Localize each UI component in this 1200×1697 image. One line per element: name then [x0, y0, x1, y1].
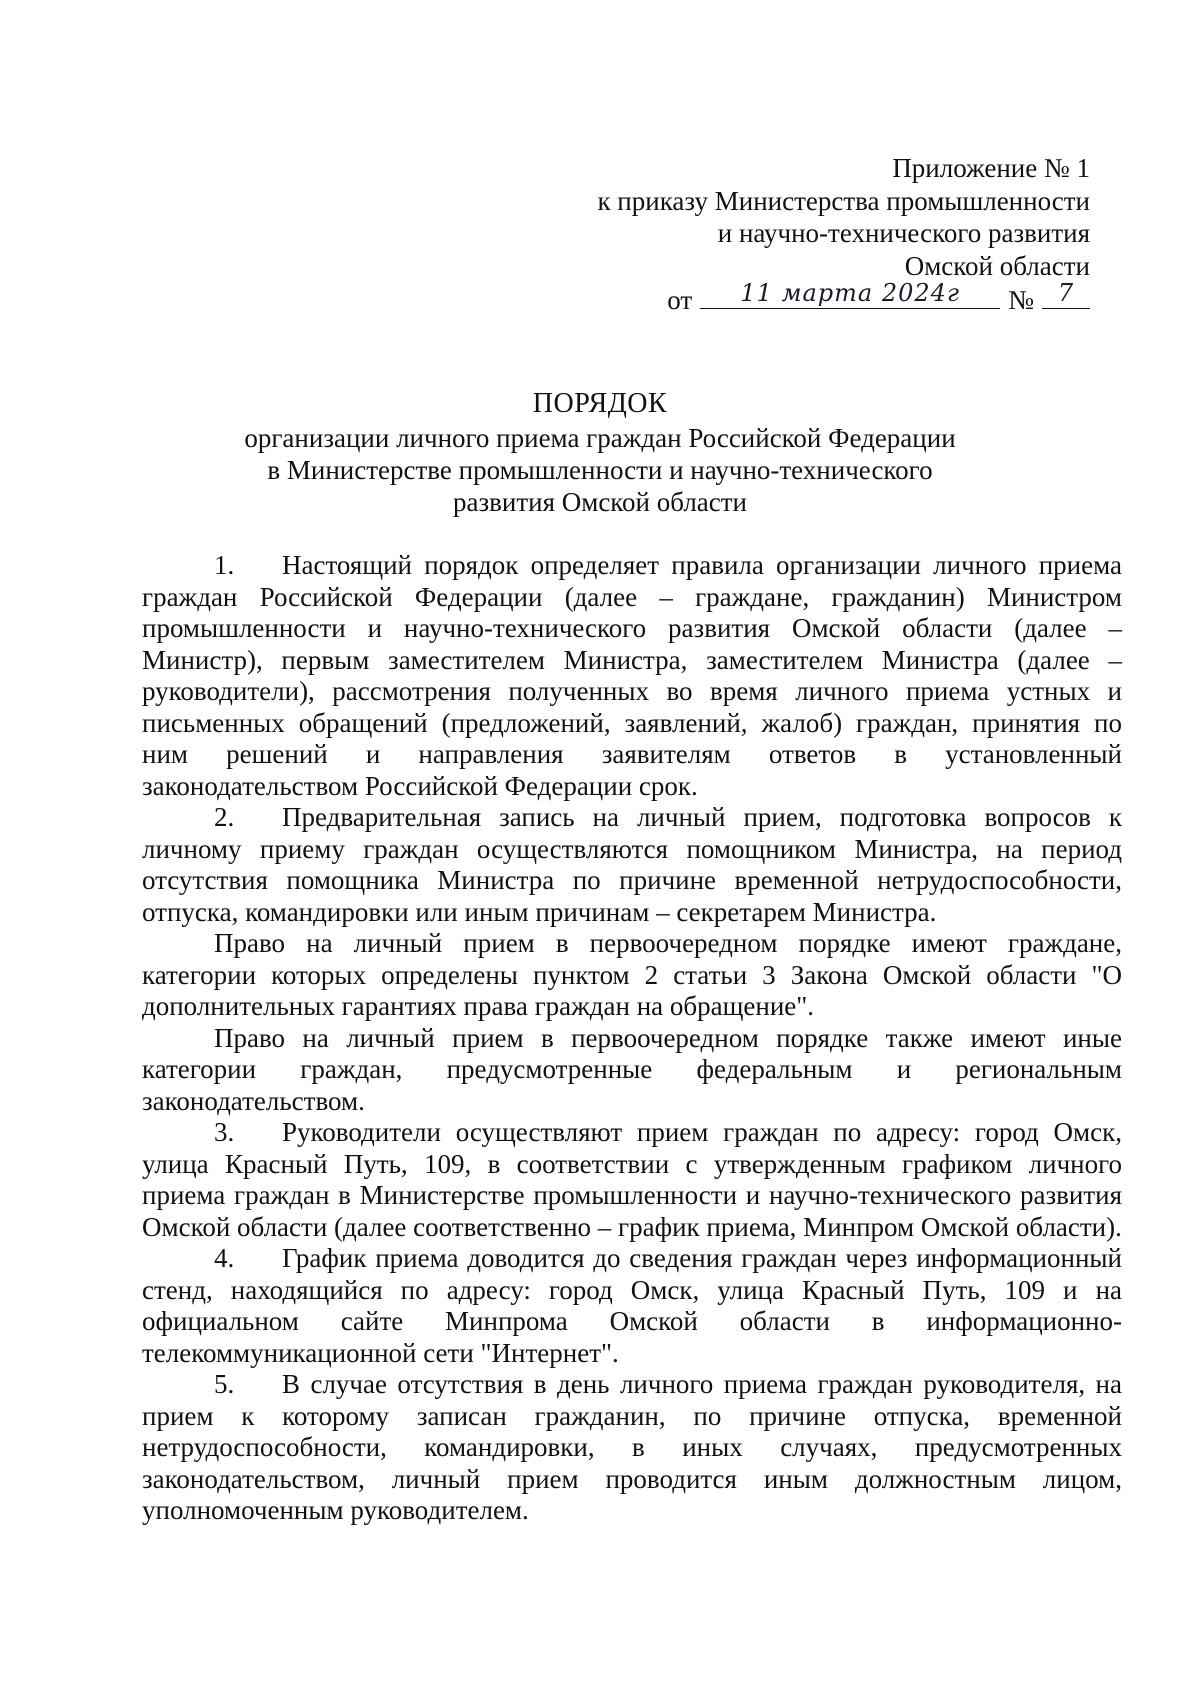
paragraph-4	[142, 1243, 1122, 1369]
paragraph-number: 1.	[214, 550, 235, 580]
document-title-block	[0, 388, 1200, 518]
ministry-name-line: и научно-технического развития	[717, 218, 1090, 248]
paragraph-number: 3.	[214, 1117, 235, 1147]
paragraph-number: 5.	[214, 1369, 235, 1399]
handwritten-number: 7	[1057, 279, 1075, 307]
appendix-header	[597, 152, 1090, 317]
paragraph-3	[142, 1117, 1122, 1243]
paragraph-text: Предварительная запись на личный прием, подготовка вопросов к личному приему граждан осуществляются помощником Министра, на период отсутствия помощника Министра по причине временной нетрудоспособности, отпуска, командировки или иным причинам – секретарем Министра.	[142, 802, 1122, 927]
number-label: №	[1008, 285, 1034, 315]
paragraph-text: Право на личный прием в первоочередном порядке имеют граждане, категории которых определены пунктом 2 статьи 3 Закона Омской области "О дополнительных гарантиях права граждан на обращение".	[142, 928, 1122, 1021]
region-line: Омской области	[904, 250, 1090, 281]
appendix-number: Приложение № 1	[892, 153, 1090, 183]
date-blank	[700, 279, 1000, 309]
subtitle-line-3: развития Омской области	[452, 487, 748, 517]
subtitle-line-2: в Министерстве промышленности и научно-технического	[267, 455, 933, 485]
subtitle-line-1: организации личного приема граждан Российской Федерации	[244, 423, 956, 453]
paragraph-number: 2.	[214, 802, 235, 832]
order-date-line	[597, 279, 1090, 317]
handwritten-date: 11 марта 2024г	[740, 279, 961, 307]
document-title: ПОРЯДОК	[532, 388, 668, 419]
paragraph-text: Настоящий порядок определяет правила организации личного приема граждан Российской Федерации (далее – граждане, гражданин) Министром промышленности и научно-технического развития Омской области (далее – Министр), первым заместителем Министра, заместителем Министра (далее – руководители), рассмотрения полученных во время личного приема устных и письменных обращений (предложений, заявлений, жалоб) граждан, принятия по ним решений и направления заявителям ответов в установленный законодательством Российской Федерации срок.	[142, 550, 1122, 801]
paragraph-1	[142, 550, 1122, 802]
paragraph-text: В случае отсутствия в день личного приема граждан руководителя, на прием к которому записан гражданин, по причине отпуска, временной нетрудоспособности, командировки, в иных случаях, предусмотренных законодательством, личный прием проводится иным должностным лицом, уполномоченным руководителем.	[142, 1369, 1122, 1525]
date-prefix: от	[667, 285, 693, 315]
paragraph-2-other-categories	[142, 1023, 1122, 1118]
paragraph-2	[142, 802, 1122, 928]
paragraph-5	[142, 1369, 1122, 1527]
paragraph-text: График приема доводится до сведения граждан через информационный стенд, находящийся по адресу: город Омск, улица Красный Путь, 109 и на официальном сайте Минпрома Омской области в информационно-телекоммуникационной сети "Интернет".	[142, 1243, 1122, 1368]
paragraph-2-priority	[142, 928, 1122, 1023]
paragraph-text: Право на личный прием в первоочередном порядке также имеют иные категории граждан, предусмотренные федеральным и региональным законодательством.	[142, 1022, 1122, 1116]
paragraph-number: 4.	[214, 1243, 235, 1273]
document-body	[142, 550, 1122, 1527]
paragraph-text: Руководители осуществляют прием граждан по адресу: город Омск, улица Красный Путь, 109, в соответствии с утвержденным графиком личного приема граждан в Министерстве промышленности и научно-технического развития Омской области (далее соответственно – график приема, Минпром Омской области).	[142, 1117, 1122, 1242]
order-reference-line: к приказу Министерства промышленности	[597, 185, 1090, 216]
number-blank	[1042, 279, 1090, 309]
